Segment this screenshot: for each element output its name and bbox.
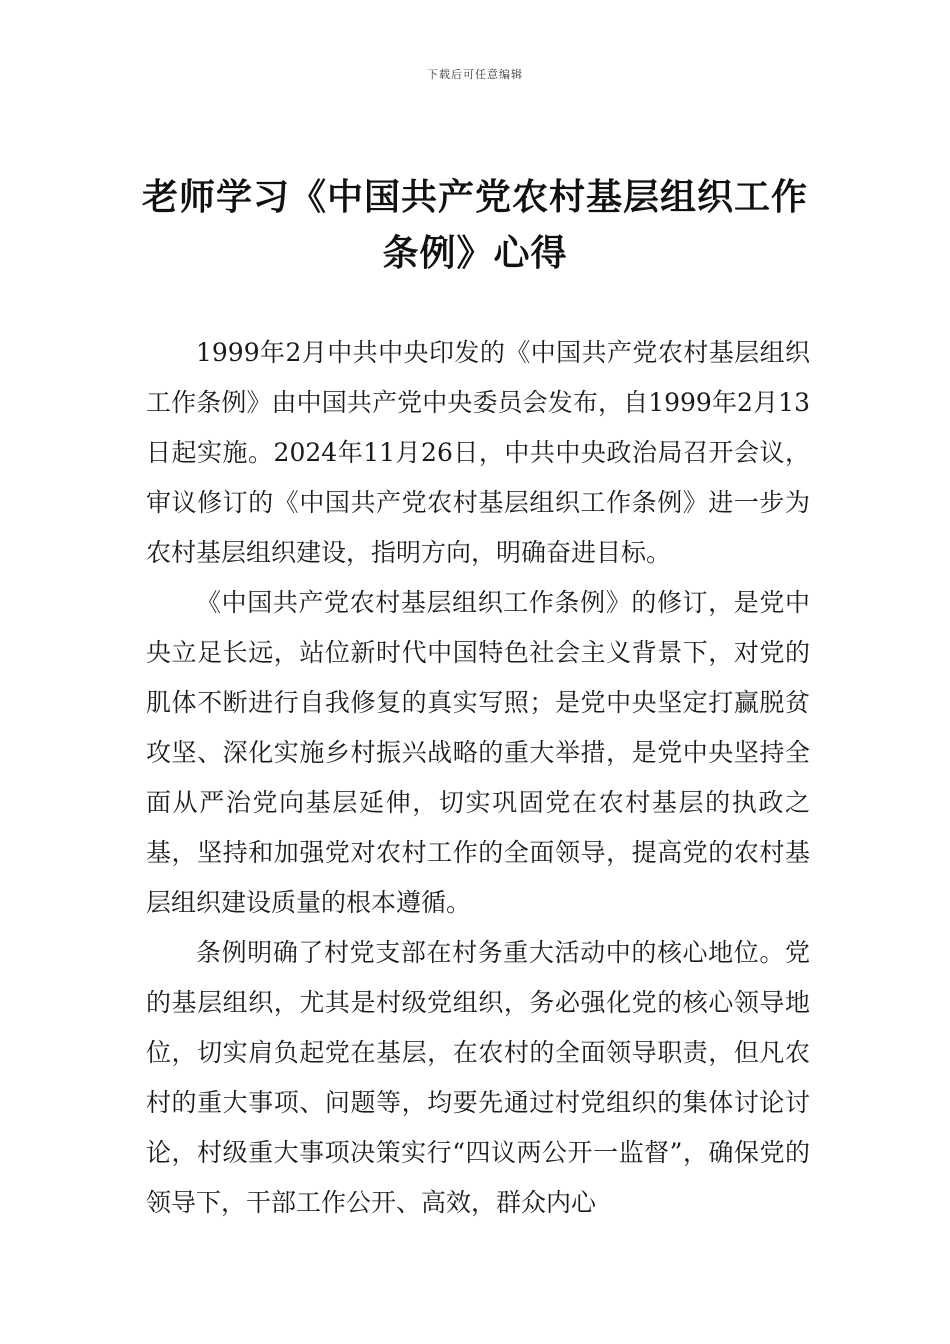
paragraph-1: 1999年2月中共中央印发的《中国共产党农村基层组织工作条例》由中国共产党中央委员会发布，自1999年2月13日起实施。2024年11月26日，中共中央政治局召开会议，审议修订的《中国共产党农村基层组织工作条例》进一步为农村基层组织建设，指明方向，明确奋进目标。 bbox=[146, 338, 810, 567]
header-note: 下载后可任意编辑 bbox=[427, 68, 523, 81]
paragraph-3: 条例明确了村党支部在村务重大活动中的核心地位。党的基层组织，尤其是村级党组织，务必强化党的核心领导地位，切实肩负起党在基层，在农村的全面领导职责，但凡农村的重大事项、问题等，均要先通过村党组织的集体讨论讨论，村级重大事项决策实行“四议两公开一监督”，确保党的领导下，干部工作公开、高效，群众内心 bbox=[146, 938, 810, 1217]
document-body bbox=[146, 328, 810, 1228]
paragraph-2: 《中国共产党农村基层组织工作条例》的修订，是党中央立足长远，站位新时代中国特色社会主义背景下，对党的肌体不断进行自我修复的真实写照；是党中央坚定打赢脱贫攻坚、深化实施乡村振兴战略的重大举措，是党中央坚持全面从严治党向基层延伸，切实巩固党在农村基层的执政之基，坚持和加强党对农村工作的全面领导，提高党的农村基层组织建设质量的根本遵循。 bbox=[146, 588, 810, 917]
document-title: 老师学习《中国共产党农村基层组织工作条例》心得 bbox=[141, 177, 808, 274]
